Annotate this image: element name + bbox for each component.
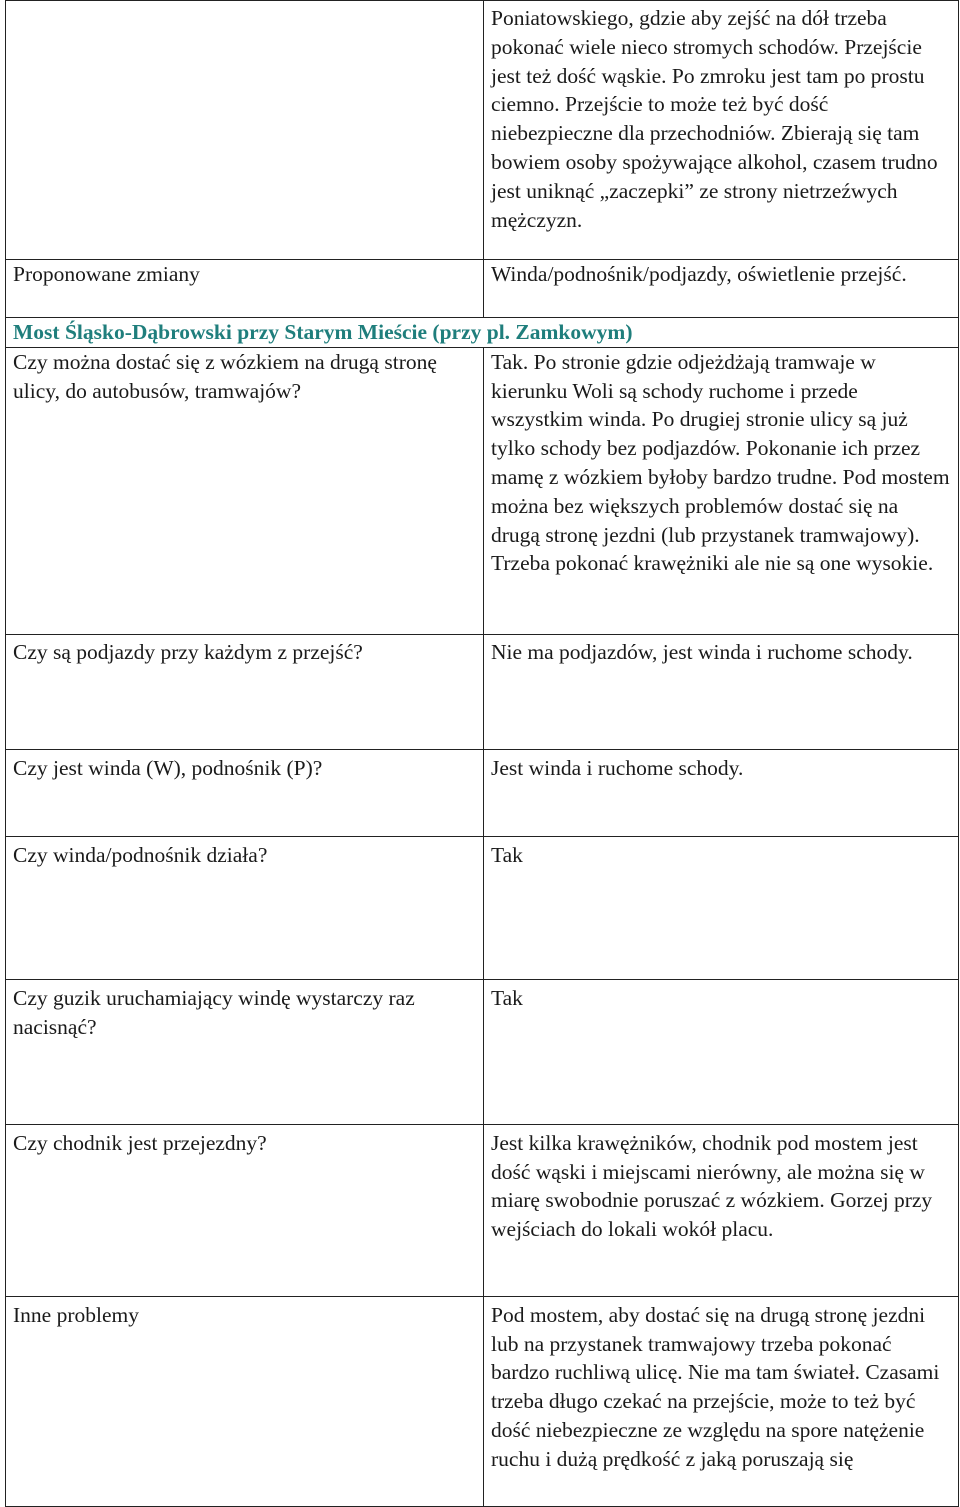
section-title: Most Śląsko-Dąbrowski przy Starym Mieście (przy pl. Zamkowym) [13, 320, 633, 344]
question-cell [6, 260, 484, 318]
table-row [6, 634, 959, 749]
answer-cell [484, 1296, 959, 1506]
table-row [6, 1124, 959, 1296]
answer-cell [484, 347, 959, 634]
question-text: Proponowane zmiany [13, 262, 200, 286]
question-cell [6, 836, 484, 979]
accessibility-survey-table [5, 0, 959, 1507]
question-text: Czy winda/podnośnik działa? [13, 842, 268, 867]
answer-cell [484, 1124, 959, 1296]
table-row [6, 749, 959, 836]
answer-text: Jest winda i ruchome schody. [491, 755, 744, 780]
answer-cell [484, 1, 959, 260]
question-cell [6, 749, 484, 836]
question-cell [6, 979, 484, 1124]
question-text: Czy guzik uruchamiający windę wystarczy raz nacisnąć? [13, 985, 415, 1039]
answer-cell [484, 979, 959, 1124]
answer-text: Jest kilka krawężników, chodnik pod mostem jest dość wąski i miejscami nierówny, ale można się w miarę swobodnie poruszać z wózkiem. Gorzej przy wejściach do lokali wokół placu. [491, 1130, 933, 1242]
question-cell [6, 1, 484, 260]
answer-cell [484, 634, 959, 749]
question-text: Czy są podjazdy przy każdym z przejść? [13, 639, 363, 664]
answer-text: Poniatowskiego, gdzie aby zejść na dół trzeba pokonać wiele nieco stromych schodów. Przejście jest też dość wąskie. Po zmroku jest tam po prostu ciemno. Przejście to może też być dość niebezpieczne dla przechodniów. Zbierają się tam bowiem osoby spożywające alkohol, czasem trudno jest uniknąć „zaczepki” ze strony nietrzeźwych mężczyzn. [491, 6, 938, 232]
answer-cell [484, 836, 959, 979]
question-cell [6, 1124, 484, 1296]
answer-cell [484, 749, 959, 836]
table-row [6, 260, 959, 318]
question-cell [6, 1296, 484, 1506]
answer-text: Pod mostem, aby dostać się na drugą stronę jezdni lub na przystanek tramwajowy trzeba pokonać bardzo ruchliwą ulicę. Nie ma tam świateł. Czasami trzeba długo czekać na przejście, może to też być dość niebezpieczne ze względu na spore natężenie ruchu i dużą prędkość z jaką poruszają się [491, 1302, 940, 1471]
section-header-row [6, 318, 959, 348]
question-text: Czy chodnik jest przejezdny? [13, 1130, 267, 1155]
section-title-cell [6, 318, 959, 348]
answer-text: Tak [491, 842, 523, 867]
answer-cell [484, 260, 959, 318]
table-row [6, 979, 959, 1124]
answer-text: Tak. Po stronie gdzie odjeżdżają tramwaje w kierunku Woli są schody ruchome i przede wszystkim winda. Po drugiej stronie ulicy są już tylko schody bez podjazdów. Pokonanie ich przez mamę z wózkiem byłoby bardzo trudne. Pod mostem można bez większych problemów dostać się na drugą stronę jezdni (lub przystanek tramwajowy). Trzeba pokonać krawężniki ale nie są one wysokie. [491, 349, 950, 576]
table-row [6, 1296, 959, 1506]
answer-text: Nie ma podjazdów, jest winda i ruchome schody. [491, 639, 913, 664]
question-text: Inne problemy [13, 1302, 139, 1327]
question-text: Czy można dostać się z wózkiem na drugą stronę ulicy, do autobusów, tramwajów? [13, 349, 437, 403]
table-row [6, 347, 959, 634]
question-cell [6, 634, 484, 749]
question-text: Czy jest winda (W), podnośnik (P)? [13, 755, 323, 780]
question-cell [6, 347, 484, 634]
answer-text: Tak [491, 985, 523, 1010]
table-row [6, 836, 959, 979]
answer-text: Winda/podnośnik/podjazdy, oświetlenie przejść. [491, 262, 907, 286]
table-row [6, 1, 959, 260]
